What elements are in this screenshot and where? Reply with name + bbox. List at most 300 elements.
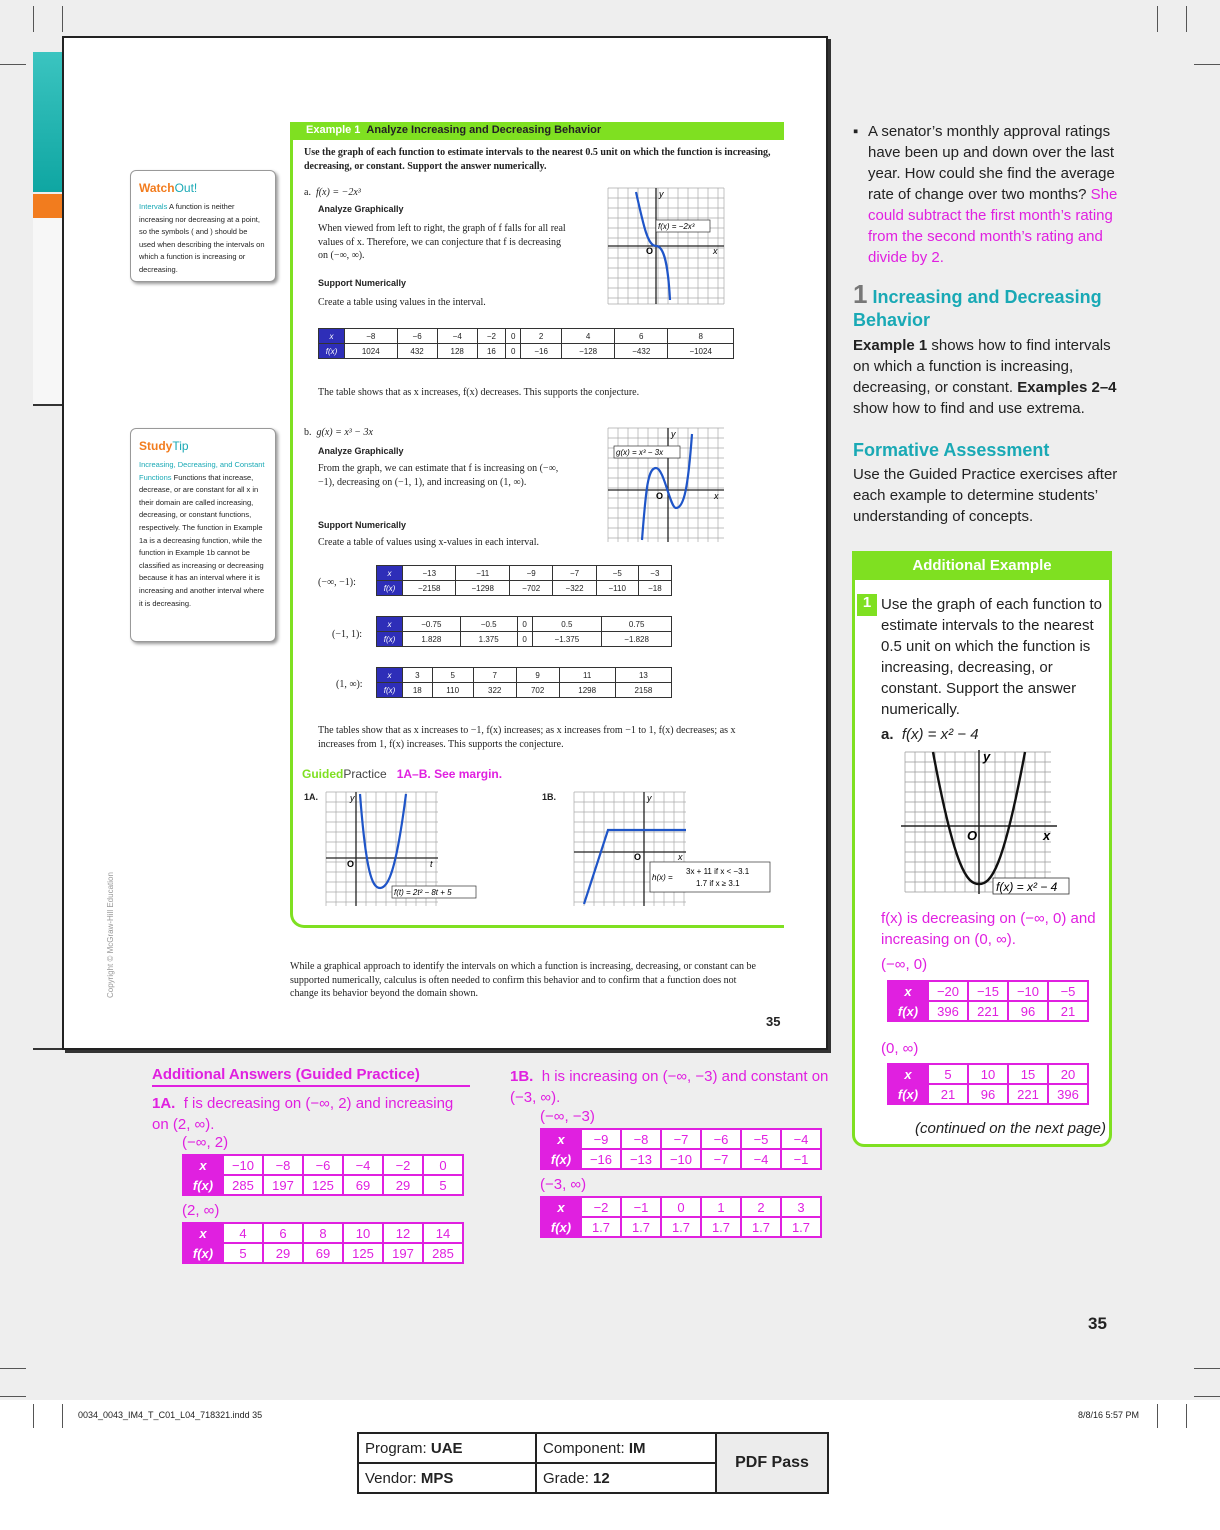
gp-1b-label: 1B.: [542, 792, 557, 802]
table-header-fx: f(x): [183, 1243, 223, 1263]
crop-mark: [62, 6, 63, 32]
gp-1a-label: 1A.: [304, 792, 319, 802]
table-cell: 11: [559, 668, 615, 683]
answer-1b: [510, 1066, 830, 1108]
table-cell: 1.7: [781, 1217, 821, 1237]
table-cell: 432: [397, 344, 437, 359]
table-row: [183, 1155, 463, 1175]
table-header-fx: f(x): [541, 1217, 581, 1237]
vendor-key: Vendor:: [365, 1469, 417, 1487]
table-cell: 12: [383, 1223, 423, 1243]
table-cell: −4: [781, 1129, 821, 1149]
table-cell: −10: [223, 1155, 263, 1175]
watchout-box: [130, 170, 276, 282]
answer-1b-interval-2: (−3, ∞): [540, 1176, 587, 1193]
table-row: [888, 981, 1088, 1001]
table-cell: 128: [437, 344, 477, 359]
example-tag: Example 1: [306, 124, 361, 136]
table-cell: −16: [521, 344, 562, 359]
table-header-fx: f(x): [377, 683, 403, 698]
studytip-title: [139, 439, 189, 453]
table-cell: −2158: [403, 581, 456, 596]
crop-mark: [1157, 1404, 1158, 1428]
watchout-t2: Out!: [174, 181, 198, 195]
watchout-t1: Watch: [139, 181, 175, 195]
t-axis-label: t: [430, 859, 433, 869]
table-cell: −15: [968, 981, 1008, 1001]
info-table: [357, 1432, 829, 1494]
table-cell: 3: [781, 1197, 821, 1217]
slug-date: 8/8/16 5:57 PM: [1078, 1410, 1140, 1420]
additional-a-label: a.: [881, 726, 894, 743]
table-cell: 29: [383, 1175, 423, 1195]
component-value: IM: [628, 1439, 646, 1457]
table-cell: −0.5: [460, 617, 517, 632]
table-cell: 285: [223, 1175, 263, 1195]
table-cell: 13: [615, 668, 671, 683]
table-cell: −9: [581, 1129, 621, 1149]
section-number: 1: [853, 279, 868, 309]
table-cell: 21: [1048, 1001, 1088, 1021]
studytip-box: [130, 428, 276, 642]
bullet-text: A senator’s monthly approval ratings have been up and down over the last year. How could she find the average rate of change over two months?: [868, 123, 1115, 203]
origin-label: O: [646, 246, 654, 256]
part-b-label: b.: [304, 427, 312, 438]
answer-1a-num: 1A.: [152, 1095, 176, 1112]
table-cell: 0: [517, 632, 532, 647]
copyright: Copyright © McGraw-Hill Education: [106, 872, 115, 998]
table-row: [377, 617, 672, 632]
y-axis-label: y: [350, 793, 355, 803]
table-header-fx: f(x): [183, 1175, 223, 1195]
table-cell: 96: [1008, 1001, 1048, 1021]
grade-value: 12: [593, 1469, 610, 1487]
crop-mark: [62, 1404, 63, 1428]
table-cell: −1.375: [532, 632, 602, 647]
guided-practice-note: 1A–B. See margin.: [396, 767, 503, 781]
table-cell: 2: [521, 329, 562, 344]
additional-answer: f(x) is decreasing on (−∞, 0) and increasing on (0, ∞).: [881, 910, 1096, 948]
guided-label: Guided: [302, 767, 344, 781]
table-header-fx: f(x): [319, 344, 345, 359]
bullet-icon: ▪: [853, 123, 859, 140]
table-cell: −6: [303, 1155, 343, 1175]
graph-a-label: f(x) = −2x³: [658, 222, 695, 231]
additional-table-2: [887, 1063, 1089, 1105]
table-cell: −5: [1048, 981, 1088, 1001]
crop-mark: [0, 1368, 26, 1369]
table-header-fx: f(x): [377, 581, 403, 596]
part-a-heading: [304, 186, 361, 200]
example-title: Analyze Increasing and Decreasing Behavior: [366, 124, 602, 136]
origin-label: O: [656, 491, 664, 501]
section-p3: Examples 2–4: [1017, 379, 1117, 396]
table-header-fx: f(x): [377, 632, 403, 647]
table-cell: 1.375: [460, 632, 517, 647]
table-row: [541, 1217, 821, 1237]
answer-1b-interval-1: (−∞, −3): [540, 1108, 595, 1125]
table-cell: 29: [263, 1243, 303, 1263]
table-row: [183, 1175, 463, 1195]
table-row: [888, 1001, 1088, 1021]
table-header-x: x: [183, 1223, 223, 1243]
crop-mark: [0, 1396, 26, 1397]
table-cell: −4: [343, 1155, 383, 1175]
table-cell: 1.7: [661, 1217, 701, 1237]
table-cell: 8: [303, 1223, 343, 1243]
table-cell: −5: [596, 566, 638, 581]
table-row: [888, 1084, 1088, 1104]
origin-label: O: [967, 828, 978, 843]
interval-label-1: (−∞, −1):: [318, 577, 356, 588]
part-b-function: g(x) = x³ − 3x: [316, 427, 373, 438]
part-a-label: a.: [304, 187, 311, 198]
table-cell: 221: [968, 1001, 1008, 1021]
table-cell: −2: [383, 1155, 423, 1175]
table-cell: 1.7: [581, 1217, 621, 1237]
table-cell: −2: [477, 329, 505, 344]
table-row: [358, 1433, 828, 1463]
table-cell: 0: [506, 344, 521, 359]
table-cell: −18: [638, 581, 671, 596]
bullet-answer: She could subtract the first month’s rating from the second month’s rating and divide by 2.: [868, 186, 1118, 266]
table-cell: −16: [581, 1149, 621, 1169]
table-cell: 221: [1008, 1084, 1048, 1104]
table-row: [377, 632, 672, 647]
table-cell: 125: [343, 1243, 383, 1263]
table-cell: 0.5: [532, 617, 602, 632]
table-cell: 702: [516, 683, 559, 698]
origin-label: O: [347, 859, 355, 869]
pdf-pass-cell: PDF Pass: [716, 1433, 828, 1493]
section-heading: [853, 279, 1123, 332]
table-cell: 0: [423, 1155, 463, 1175]
axes: [608, 188, 724, 304]
watchout-title: [139, 181, 197, 195]
additional-example-box: [852, 551, 1112, 1147]
graph-additional: [901, 750, 1071, 898]
table-cell: −1: [781, 1149, 821, 1169]
table-cell: 69: [343, 1175, 383, 1195]
answer-1b-table-1: [540, 1128, 822, 1170]
crop-mark: [1194, 64, 1220, 65]
orange-tab: [33, 194, 62, 218]
x-axis-label: x: [678, 852, 683, 862]
crop-mark: [1157, 6, 1158, 32]
section-paragraph: [853, 335, 1123, 419]
left-strip: [33, 218, 62, 406]
table-header-x: x: [888, 1064, 928, 1084]
studytip-text: [139, 459, 267, 610]
table-cell: 0: [506, 329, 521, 344]
table-cell: 4: [223, 1223, 263, 1243]
part-a-support-text: Create a table using values in the interval.: [318, 297, 486, 308]
table-row: [183, 1223, 463, 1243]
table-cell: −4: [437, 329, 477, 344]
origin-label: O: [634, 852, 642, 862]
table-cell: −110: [596, 581, 638, 596]
table-cell: −432: [615, 344, 668, 359]
table-row: [541, 1149, 821, 1169]
grade-key: Grade:: [543, 1469, 589, 1487]
table-a: [318, 328, 734, 359]
section-p1: Example 1: [853, 337, 928, 354]
y-axis-label: y: [671, 429, 676, 439]
graph-1b-label-1: 3x + 11 if x < −3.1: [686, 867, 750, 876]
additional-text: Use the graph of each function to estimate intervals to the nearest 0.5 unit on which the function is increasing, decreasing, or constant. Support the answer numerically.: [881, 596, 1102, 718]
grade-cell: [536, 1463, 716, 1493]
table-cell: 125: [303, 1175, 343, 1195]
graph-1b: [574, 792, 774, 906]
answer-1a-text: f is decreasing on (−∞, 2) and increasing on (2, ∞).: [152, 1095, 454, 1133]
part-b-text: From the graph, we can estimate that f is increasing on (−∞, −1), decreasing on (−1, 1), and increasing on (1, ∞).: [318, 463, 559, 488]
table-row: [541, 1197, 821, 1217]
table-cell: 1298: [559, 683, 615, 698]
additional-table-1: [887, 980, 1089, 1022]
analyze-graphically-b: Analyze Graphically: [318, 446, 404, 456]
table-header-x: x: [541, 1197, 581, 1217]
x-axis-label: x: [1043, 828, 1051, 843]
table-cell: 18: [403, 683, 433, 698]
watchout-text: [139, 201, 265, 276]
table-cell: −6: [397, 329, 437, 344]
table-cell: −2: [581, 1197, 621, 1217]
table-cell: 285: [423, 1243, 463, 1263]
table-row: [319, 329, 734, 344]
formative-text: Use the Guided Practice exercises after each example to determine students’ understanding of concepts.: [853, 466, 1118, 525]
table-cell: 197: [383, 1243, 423, 1263]
table-cell: 396: [928, 1001, 968, 1021]
table-header-fx: f(x): [888, 1001, 928, 1021]
table-cell: −13: [403, 566, 456, 581]
vendor-value: MPS: [420, 1469, 454, 1487]
table-cell: −1024: [668, 344, 734, 359]
page-footer-text: While a graphical approach to identify the intervals on which a function is increasing, decreasing, or constant can be supported numerically, calculus is often needed to confirm this behavior and to confirm that a function does not change its behavior beyond the domain shown.: [290, 961, 756, 999]
crop-mark: [1194, 1396, 1220, 1397]
y-axis-label: y: [647, 793, 652, 803]
table-cell: −9: [509, 566, 552, 581]
crop-mark: [33, 6, 34, 32]
component-cell: [536, 1433, 716, 1463]
te-page-number: 35: [1088, 1314, 1107, 1333]
table-cell: −7: [701, 1149, 741, 1169]
program-key: Program:: [365, 1439, 427, 1457]
table-row: [377, 566, 672, 581]
example-header: [290, 122, 784, 140]
table-cell: 1.7: [701, 1217, 741, 1237]
grid: [905, 752, 1051, 892]
slug-file: 0034_0043_IM4_T_C01_L04_718321.indd 35: [78, 1410, 263, 1420]
crop-mark: [1186, 6, 1187, 32]
table-cell: 8: [668, 329, 734, 344]
table-cell: −3: [638, 566, 671, 581]
table-cell: 10: [343, 1223, 383, 1243]
bullet-paragraph: [853, 121, 1123, 268]
studytip-t1: Study: [139, 439, 173, 453]
additional-a-func: f(x) = x² − 4: [901, 726, 979, 743]
table-cell: 5: [432, 668, 473, 683]
table-cell: 6: [615, 329, 668, 344]
graph-additional-label: f(x) = x² − 4: [996, 880, 1058, 894]
table-cell: −128: [562, 344, 615, 359]
part-b-heading: [304, 426, 373, 440]
crop-mark: [1194, 1368, 1220, 1369]
table-cell: −322: [553, 581, 596, 596]
crop-mark: [33, 1404, 34, 1428]
part-a-function: f(x) = −2x³: [315, 187, 361, 198]
table-header-x: x: [377, 668, 403, 683]
table-cell: 1.7: [621, 1217, 661, 1237]
answer-1a-interval-2: (2, ∞): [182, 1202, 220, 1219]
crop-mark: [1186, 1404, 1187, 1428]
table-cell: 6: [263, 1223, 303, 1243]
additional-interval-2: (0, ∞): [881, 1040, 919, 1057]
table-cell: 96: [968, 1084, 1008, 1104]
table-header-x: x: [888, 981, 928, 1001]
additional-a: [881, 726, 979, 743]
table-b1: [376, 565, 672, 596]
table-cell: 0: [517, 617, 532, 632]
table-cell: −1.828: [602, 632, 672, 647]
table-cell: 3: [403, 668, 433, 683]
table-row: [377, 581, 672, 596]
watchout-lead: Intervals: [139, 202, 168, 211]
guided-practice-heading: [302, 767, 502, 781]
table-cell: 1.7: [741, 1217, 781, 1237]
y-axis-label: y: [659, 189, 664, 199]
table-cell: −1298: [456, 581, 509, 596]
student-page: [62, 36, 828, 1050]
additional-number: 1: [857, 594, 877, 616]
answers-title: Additional Answers (Guided Practice): [152, 1066, 470, 1087]
table-header-x: x: [541, 1129, 581, 1149]
practice-label: Practice: [343, 767, 387, 781]
table-cell: −13: [621, 1149, 661, 1169]
vendor-cell: [358, 1463, 536, 1493]
table-cell: −8: [345, 329, 398, 344]
analyze-graphically-a: Analyze Graphically: [318, 204, 404, 214]
program-cell: [358, 1433, 536, 1463]
table-cell: −10: [661, 1149, 701, 1169]
answer-1a-table-1: [182, 1154, 464, 1196]
table-cell: −20: [928, 981, 968, 1001]
table-row: [541, 1129, 821, 1149]
table-cell: −8: [621, 1129, 661, 1149]
support-numerically-a: Support Numerically: [318, 278, 407, 288]
x-axis-label: x: [714, 491, 719, 501]
table-cell: 69: [303, 1243, 343, 1263]
table-row: [377, 668, 672, 683]
table-b3: [376, 667, 672, 698]
table-cell: −4: [741, 1149, 781, 1169]
answer-1a-interval-1: (−∞, 2): [182, 1134, 229, 1151]
part-b-support-text: Create a table of values using x-values in each interval.: [318, 537, 540, 548]
curve-1a: [360, 794, 406, 888]
continued-note: (continued on the next page): [915, 1120, 1106, 1137]
table-cell: 5: [223, 1243, 263, 1263]
table-header-fx: f(x): [541, 1149, 581, 1169]
table-header-x: x: [377, 566, 403, 581]
crop-mark: [0, 64, 26, 65]
section-p2: shows how to find intervals on which a function is increasing, decreasing, or constant.: [853, 337, 1111, 396]
table-header-x: x: [183, 1155, 223, 1175]
left-rule: [33, 1048, 63, 1050]
table-cell: 396: [1048, 1084, 1088, 1104]
interval-label-3: (1, ∞):: [336, 679, 363, 690]
table-cell: 0.75: [602, 617, 672, 632]
table-header-x: x: [319, 329, 345, 344]
section-p4: show how to find and use extrema.: [853, 400, 1085, 417]
y-axis-label: y: [983, 749, 991, 764]
table-cell: 1: [701, 1197, 741, 1217]
table-cell: 16: [477, 344, 505, 359]
graph-1b-label-2: 1.7 if x ≥ 3.1: [696, 879, 740, 888]
table-cell: −5: [741, 1129, 781, 1149]
interval-label-2: (−1, 1):: [332, 629, 363, 640]
table-cell: 197: [263, 1175, 303, 1195]
table-cell: 15: [1008, 1064, 1048, 1084]
table-cell: 0: [661, 1197, 701, 1217]
table-header-fx: f(x): [888, 1084, 928, 1104]
answer-1b-num: 1B.: [510, 1068, 534, 1085]
table-cell: −7: [553, 566, 596, 581]
table-cell: −6: [701, 1129, 741, 1149]
formative-title: Formative Assessment: [853, 440, 1050, 460]
table-cell: −8: [263, 1155, 303, 1175]
component-key: Component:: [543, 1439, 625, 1457]
table-b2: [376, 616, 672, 647]
table-row: [888, 1064, 1088, 1084]
support-numerically-b: Support Numerically: [318, 520, 407, 530]
table-cell: 4: [562, 329, 615, 344]
studytip-body: Functions that increase, decrease, or are constant for all x in their domain are called increasing, decreasing, or constant functions, respectively. The function in Example 1a is a decreasing function, while the function in Example 1b cannot be classified as increasing or decreasing because it has an interval where it is increasing and another interval where it is decreasing.: [139, 472, 265, 608]
additional-header: Additional Example: [855, 554, 1109, 580]
x-axis-label: x: [713, 246, 718, 256]
section-title: Increasing and Decreasing Behavior: [853, 287, 1102, 330]
answer-1a: [152, 1093, 472, 1135]
example-intro: Use the graph of each function to estimate intervals to the nearest 0.5 unit on which the function is increasing, decreasing, or constant. Support the answer numerically.: [304, 147, 771, 172]
graph-a: [608, 188, 724, 304]
part-b-conclusion: The tables show that as x increases to −1, f(x) increases; as x increases from −1 to 1, f(x) decreases; as x increases from 1, f(x) increases. This supports the conjecture.: [318, 725, 736, 750]
studytip-lead: Increasing, Decreasing, and Constant Functions: [139, 460, 265, 482]
table-header-x: x: [377, 617, 403, 632]
table-cell: −1: [621, 1197, 661, 1217]
graph-1b-label-h: h(x) =: [652, 873, 673, 882]
student-page-number: 35: [766, 1014, 781, 1029]
watchout-body: A function is neither increasing nor decreasing at a point, so the symbols ( and ) should be used when describing the intervals on which a function is increasing or decreasing.: [139, 202, 265, 274]
table-cell: 9: [516, 668, 559, 683]
table-cell: 110: [432, 683, 473, 698]
graph-1a-label: f(t) = 2t² − 8t + 5: [394, 888, 452, 897]
answer-1a-table-2: [182, 1222, 464, 1264]
table-cell: 21: [928, 1084, 968, 1104]
graph-b: [608, 428, 724, 542]
table-cell: −0.75: [403, 617, 461, 632]
table-cell: 2: [741, 1197, 781, 1217]
table-cell: 1.828: [403, 632, 461, 647]
answer-1b-table-2: [540, 1196, 822, 1238]
part-a-text: When viewed from left to right, the graph of f falls for all real values of x. Therefore, we can conjecture that f is decreasing on (−∞, ∞).: [318, 223, 566, 261]
table-cell: 1024: [345, 344, 398, 359]
table-cell: 14: [423, 1223, 463, 1243]
table-cell: −11: [456, 566, 509, 581]
table-row: [183, 1243, 463, 1263]
graph-b-label: g(x) = x³ − 3x: [616, 448, 664, 457]
table-cell: −10: [1008, 981, 1048, 1001]
studytip-t2: Tip: [172, 439, 189, 453]
table-cell: 5: [928, 1064, 968, 1084]
table-cell: −702: [509, 581, 552, 596]
